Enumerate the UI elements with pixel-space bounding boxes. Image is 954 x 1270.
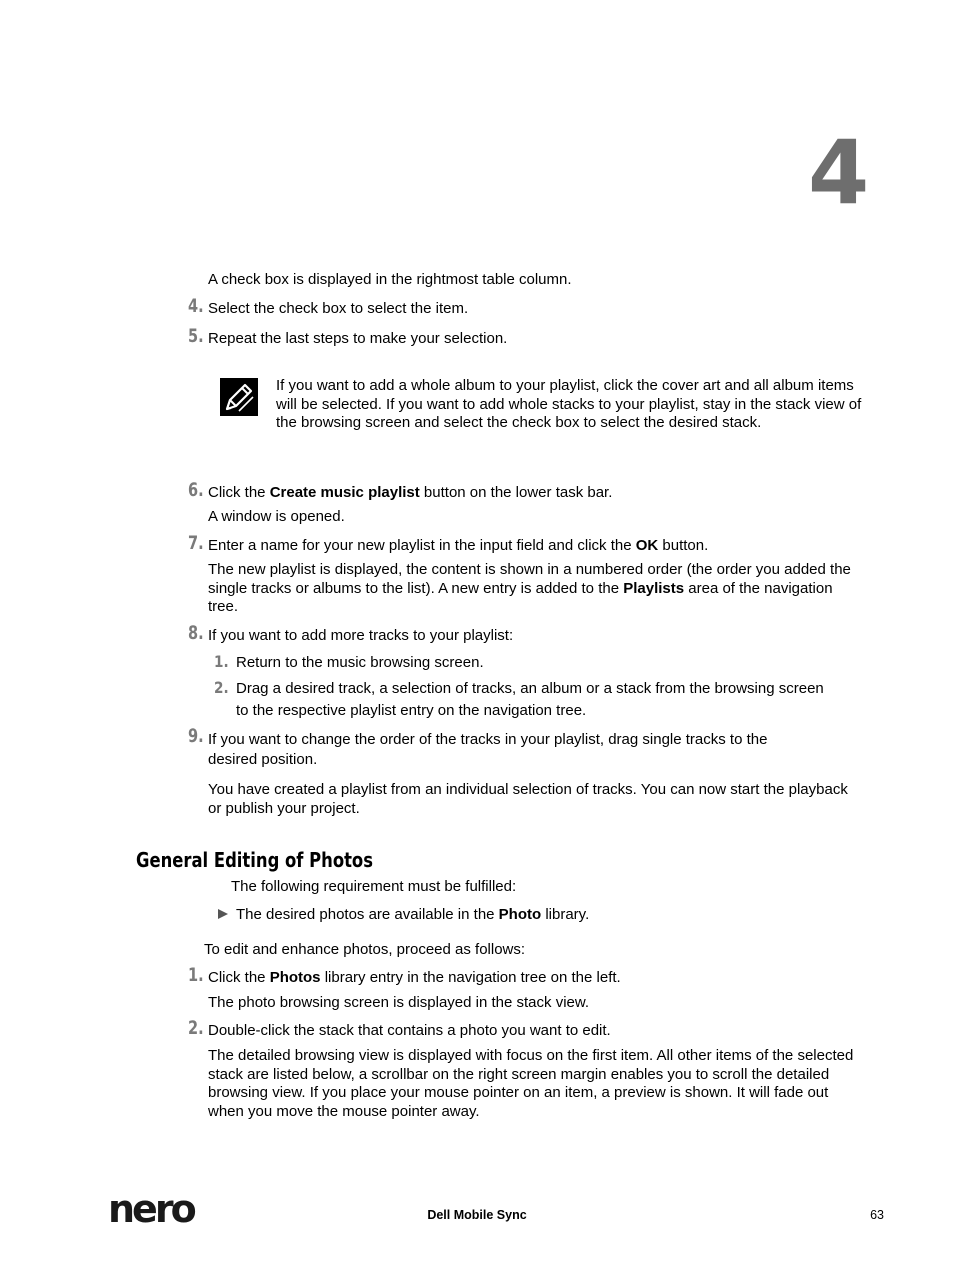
chapter-number: 4 <box>808 121 866 224</box>
requirement-intro: The following requirement must be fulfilled: <box>231 878 517 895</box>
step-number: 6. <box>188 479 204 501</box>
step-text: Click the Photos library entry in the navigation tree on the left. <box>208 969 621 986</box>
step-text: Double-click the stack that contains a photo you want to edit. <box>208 1022 611 1039</box>
step-result: The photo browsing screen is displayed in the stack view. <box>208 994 590 1011</box>
step-number: 7. <box>188 532 204 554</box>
pencil-note-icon <box>220 378 258 416</box>
step-result: The new playlist is displayed, the content is shown in a numbered order (the order you added the single tracks or albums to the list). A new entry is added to the Playlists area of the navigation tree. <box>208 561 851 615</box>
substep-text: Drag a desired track, a selection of tracks, an album or a stack from the browsing screen to the respective playlist entry on the navigation tree. <box>236 680 824 719</box>
footer-title: Dell Mobile Sync <box>427 1208 527 1222</box>
conclusion-text: You have created a playlist from an individual selection of tracks. You can now start the playback or publish your project. <box>208 781 848 817</box>
page-number: 63 <box>870 1208 884 1222</box>
step-number: 1. <box>188 964 204 986</box>
step-number: 4. <box>188 295 204 317</box>
step-result: A window is opened. <box>208 508 345 525</box>
proceed-text: To edit and enhance photos, proceed as follows: <box>204 941 526 958</box>
step-text: Repeat the last steps to make your selection. <box>208 330 508 347</box>
nero-logo <box>108 1193 212 1227</box>
step-result: The detailed browsing view is displayed with focus on the first item. All other items of the selected stack are listed below, a scrollbar on the right screen margin enables you to scroll the detailed browsing view. If you place your mouse pointer on an item, a preview is shown. It will fade out when you move the mouse pointer away. <box>208 1047 854 1120</box>
substep-number: 1. <box>214 652 229 671</box>
step-text: Click the Create music playlist button on the lower task bar. <box>208 484 613 501</box>
step-number: 8. <box>188 622 204 644</box>
step-text: If you want to change the order of the tracks in your playlist, drag single tracks to the desired position. <box>208 731 768 768</box>
step-text: If you want to add more tracks to your playlist: <box>208 627 514 644</box>
step-text: Select the check box to select the item. <box>208 300 469 317</box>
step-text: Enter a name for your new playlist in the input field and click the OK button. <box>208 537 709 554</box>
step-number: 2. <box>188 1017 204 1039</box>
substep-text: Return to the music browsing screen. <box>236 654 484 671</box>
triangle-right-icon <box>217 907 229 926</box>
step-number: 5. <box>188 325 204 347</box>
section-heading: General Editing of Photos <box>136 848 373 872</box>
note-text: If you want to add a whole album to your playlist, click the cover art and all album items will be selected. If you want to add whole stacks to your playlist, stay in the stack view of the browsing screen and select the check box to select the desired stack. <box>276 377 862 431</box>
intro-line: A check box is displayed in the rightmost table column. <box>208 271 572 288</box>
step-number: 9. <box>188 725 204 747</box>
requirement-item: The desired photos are available in the Photo library. <box>236 906 590 923</box>
substep-number: 2. <box>214 678 229 697</box>
svg-text:nero: nero <box>108 1193 194 1227</box>
